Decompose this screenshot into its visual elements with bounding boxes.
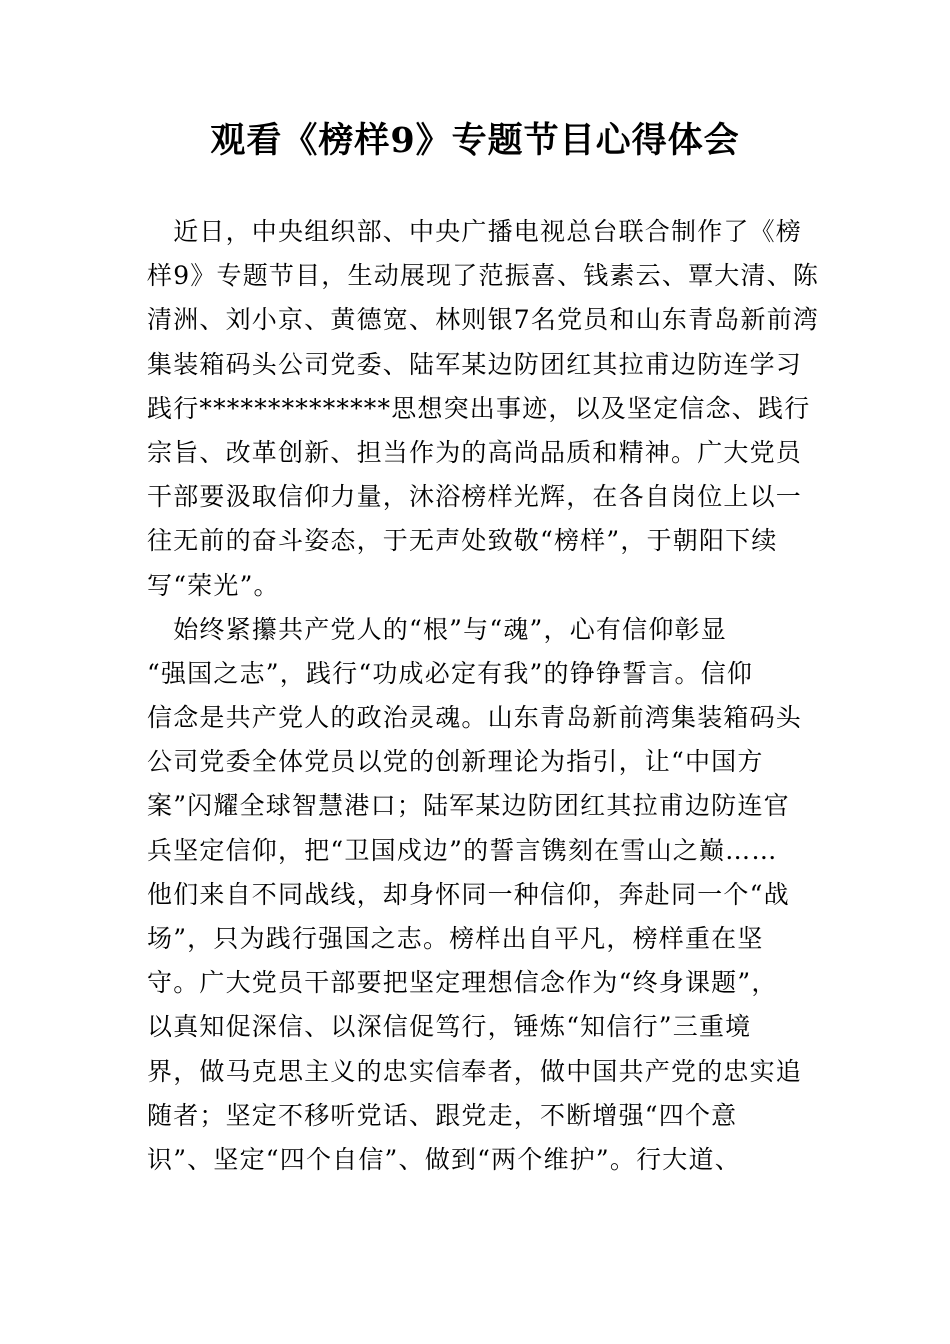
document-body [147,210,827,1182]
body-line: 清洲、刘小京、黄德宽、林则银7名党员和山东青岛新前湾 [147,305,820,335]
body-line: 场”，只为践行强国之志。榜样出自平凡，榜样重在坚 [147,924,764,953]
body-line: 践行**************思想突出事迹，以及坚定信念、践行 [147,393,811,423]
document-title: 观看《榜样9》专题节目心得体会 [210,120,740,161]
body-line: 界，做马克思主义的忠实信奉者，做中国共产党的忠实追 [147,1056,803,1086]
body-line: 近日，中央组织部、中央广播电视总台联合制作了《榜 [147,217,803,246]
body-line: 兵坚定信仰，把“卫国戍边”的誓言镌刻在雪山之巅…… [147,835,778,865]
body-line: 守。广大党员干部要把坚定理想信念作为“终身课题”， [147,968,778,998]
body-line: 干部要汲取信仰力量，沐浴榜样光辉，在各自岗位上以一 [147,482,803,512]
body-line: 随者；坚定不移听党话、跟党走，不断增强“四个意 [147,1100,738,1130]
body-line: 公司党委全体党员以党的创新理论为指引，让“中国方 [147,747,764,777]
body-line: 始终紧攥共产党人的“根”与“魂”，心有信仰彰显 [147,614,727,644]
body-line: 案”闪耀全球智慧港口；陆军某边防团红其拉甫边防连官 [147,791,790,821]
body-line: 以真知促深信、以深信促笃行，锤炼“知信行”三重境 [147,1012,752,1042]
body-line: 宗旨、改革创新、担当作为的高尚品质和精神。广大党员 [147,437,803,467]
body-line: “强国之志”，践行“功成必定有我”的铮铮誓言。信仰 [147,658,754,688]
body-line: 信念是共产党人的政治灵魂。山东青岛新前湾集装箱码头 [147,703,803,733]
body-line: 往无前的奋斗姿态，于无声处致敬“榜样”，于朝阳下续 [147,526,778,556]
body-line: 识”、坚定“四个自信”、做到“两个维护”。行大道、 [147,1144,741,1174]
body-line: 样9》专题节目，生动展现了范振喜、钱素云、覃大清、陈 [147,261,820,291]
body-line: 集装箱码头公司党委、陆军某边防团红其拉甫边防连学习 [147,349,803,379]
body-line: 写“荣光”。 [147,570,280,600]
body-line: 他们来自不同战线，却身怀同一种信仰，奔赴同一个“战 [147,879,790,909]
